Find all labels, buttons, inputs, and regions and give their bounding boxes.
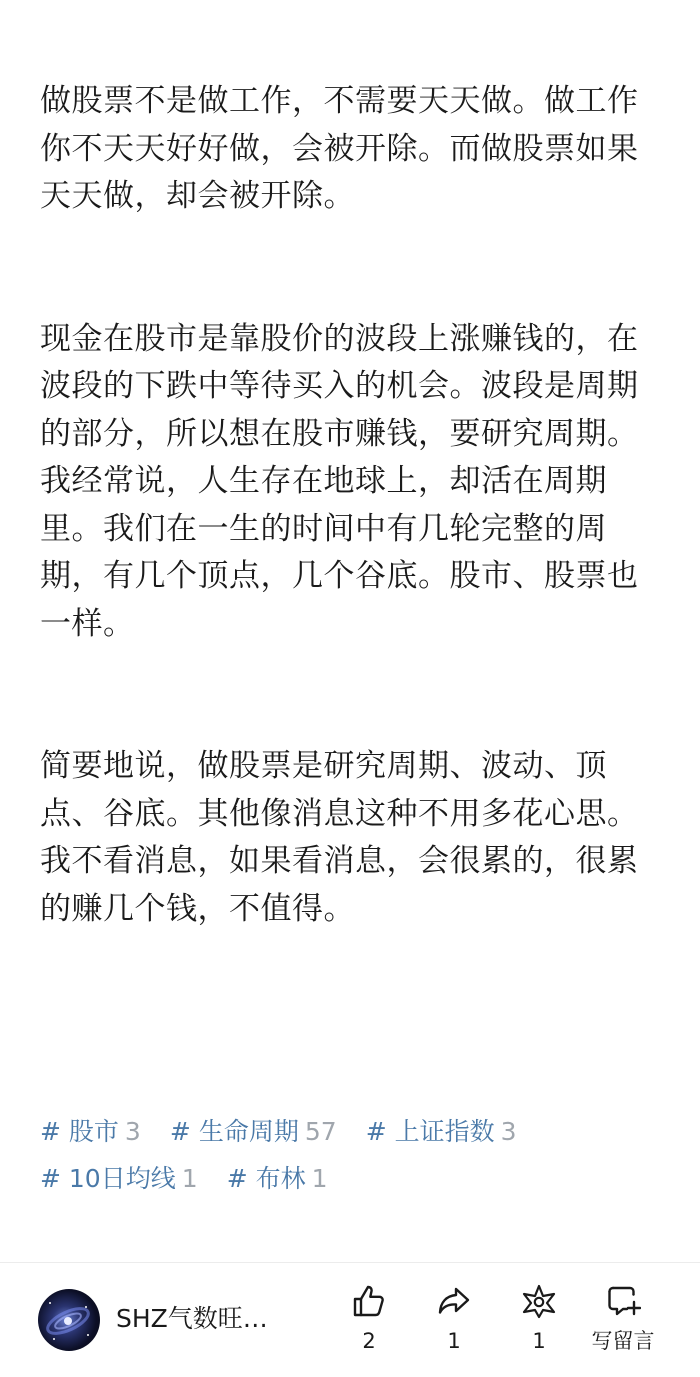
- like-count: 2: [362, 1329, 376, 1353]
- tag-10-day-ma[interactable]: [40, 1155, 198, 1202]
- author-name[interactable]: SHZ气数旺…: [116, 1304, 268, 1333]
- tag-count: 1: [181, 1164, 198, 1193]
- bottom-action-bar: [0, 1263, 700, 1377]
- tag-count: 3: [500, 1117, 517, 1146]
- tag-name: 10日均线: [68, 1164, 176, 1193]
- tag-name: 上证指数: [394, 1117, 495, 1146]
- hash-icon: #: [40, 1117, 61, 1146]
- share-arrow-icon: [436, 1283, 472, 1319]
- share-button[interactable]: [419, 1283, 489, 1355]
- hash-icon: #: [40, 1164, 61, 1193]
- tag-stock-market[interactable]: [40, 1108, 141, 1155]
- tag-row: [40, 1155, 680, 1202]
- comment-add-icon: [605, 1283, 641, 1319]
- share-count: 1: [447, 1329, 461, 1353]
- tag-name: 生命周期: [198, 1117, 299, 1146]
- star-icon: [521, 1283, 557, 1319]
- tag-shanghai-index[interactable]: [366, 1108, 517, 1155]
- avatar[interactable]: [38, 1289, 100, 1351]
- favorite-button[interactable]: [504, 1283, 574, 1355]
- article-paragraph: 现金在股市是靠股价的波段上涨赚钱的，在波段的下跌中等待买入的机会。波段是周期的部分，所以想在股市赚钱，要研究周期。我经常说，人生存在地球上，却活在周期里。我们在一生的时间中有几轮完整的周期，有几个顶点，几个谷底。股市、股票也一样。: [40, 320, 639, 642]
- topic-tags: [40, 1108, 680, 1202]
- thumbs-up-icon: [351, 1283, 387, 1319]
- favorite-count: 1: [532, 1329, 546, 1353]
- article-paragraph: 做股票不是做工作，不需要天天做。做工作你不天天好好做，会被开除。而做股票如果天天做，却会被开除。: [40, 83, 639, 214]
- tag-bollinger[interactable]: [227, 1155, 328, 1202]
- hash-icon: #: [365, 1117, 387, 1146]
- comment-label: 写留言: [591, 1329, 655, 1353]
- tag-count: 3: [124, 1117, 141, 1146]
- hash-icon: #: [226, 1164, 248, 1193]
- hash-icon: #: [169, 1117, 191, 1146]
- article-paragraph: 简要地说，做股票是研究周期、波动、顶点、谷底。其他像消息这种不用多花心思。我不看消息，如果看消息，会很累的，很累的赚几个钱，不值得。: [40, 748, 639, 927]
- tag-life-cycle[interactable]: [170, 1108, 337, 1155]
- tag-count: 1: [311, 1164, 328, 1193]
- article-body: [40, 78, 665, 1028]
- galaxy-avatar-icon: [38, 1289, 100, 1351]
- tag-row: [40, 1108, 680, 1155]
- like-button[interactable]: [334, 1283, 404, 1355]
- tag-name: 股市: [68, 1117, 119, 1146]
- tag-count: 57: [304, 1117, 337, 1146]
- tag-name: 布林: [255, 1164, 306, 1193]
- comment-button[interactable]: [588, 1283, 658, 1355]
